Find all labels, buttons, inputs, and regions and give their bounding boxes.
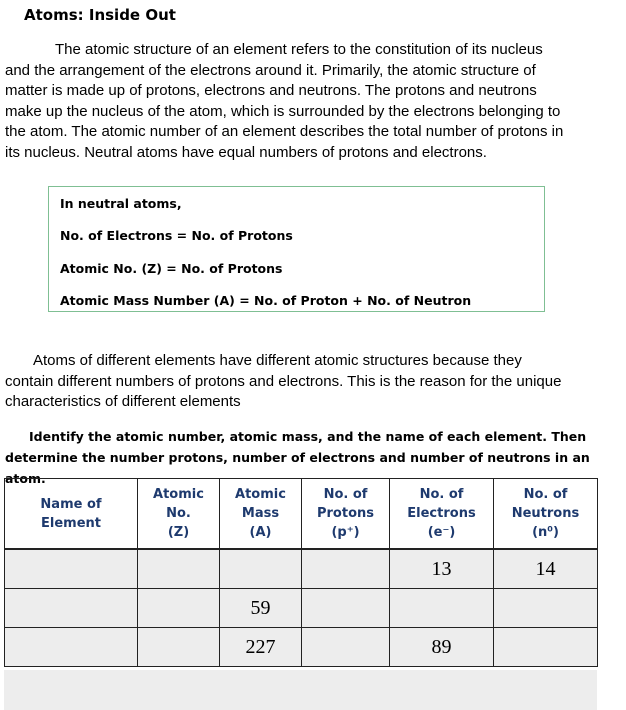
cell-atomic-number[interactable] — [138, 549, 220, 589]
intro-line: matter is made up of protons, electrons and neutrons. The protons and neutrons — [5, 82, 537, 99]
rule-electrons: No. of Electrons = No. of Protons — [60, 228, 293, 243]
neutral-atoms-rules-box — [48, 186, 545, 312]
intro-line: make up the nucleus of the atom, which is surrounded by the electrons belonging to — [5, 102, 561, 120]
rule-atomic-number: Atomic No. (Z) = No. of Protons — [60, 261, 283, 276]
rules-heading: In neutral atoms, — [60, 196, 182, 211]
instruction-line: determine the number protons, number of electrons and number of neutrons in an atom. — [5, 450, 590, 486]
cut-off-row-background — [4, 670, 597, 710]
cell-neutrons[interactable]: 14 — [494, 549, 598, 589]
second-line: characteristics of different elements — [5, 393, 241, 410]
table-row — [5, 589, 598, 628]
header-electrons: No. of Electrons (e⁻) — [390, 479, 494, 550]
rule-mass-number: Atomic Mass Number (A) = No. of Proton + No. of Neutron — [60, 293, 472, 308]
cell-name[interactable] — [5, 628, 138, 667]
cell-protons[interactable] — [302, 589, 390, 628]
header-atomic-mass: Atomic Mass (A) — [220, 479, 302, 550]
cell-name[interactable] — [5, 589, 138, 628]
intro-line: the atom. The atomic number of an element describes the total number of protons in — [5, 123, 564, 140]
cell-atomic-number[interactable] — [138, 628, 220, 667]
cell-protons[interactable] — [302, 549, 390, 589]
header-protons: No. of Protons (p⁺) — [302, 479, 390, 550]
page-title: Atoms: Inside Out — [24, 6, 176, 24]
cell-neutrons[interactable] — [494, 628, 598, 667]
cell-atomic-mass[interactable] — [220, 549, 302, 589]
intro-line: The atomic structure of an element refers to the constitution of its nucleus — [55, 41, 543, 58]
intro-line: and the arrangement of the electrons around it. Primarily, the atomic structure of — [5, 61, 536, 79]
header-name-of-element: Name of Element — [5, 479, 138, 550]
cell-atomic-mass[interactable]: 59 — [220, 589, 302, 628]
cell-name[interactable] — [5, 549, 138, 589]
second-line: contain different numbers of protons and electrons. This is the reason for the unique — [5, 372, 562, 390]
second-paragraph — [5, 351, 623, 413]
table-header-row — [5, 479, 598, 550]
cell-neutrons[interactable] — [494, 589, 598, 628]
second-line: Atoms of different elements have different atomic structures because they — [33, 352, 522, 369]
instruction-line: Identify the atomic number, atomic mass, and the name of each element. Then — [29, 429, 587, 444]
header-neutrons: No. of Neutrons (n⁰) — [494, 479, 598, 550]
cell-electrons[interactable]: 13 — [390, 549, 494, 589]
table-row — [5, 628, 598, 667]
cell-electrons[interactable]: 89 — [390, 628, 494, 667]
intro-line: its nucleus. Neutral atoms have equal numbers of protons and electrons. — [5, 143, 487, 161]
header-atomic-number: Atomic No. (Z) — [138, 479, 220, 550]
intro-paragraph — [5, 40, 623, 163]
cell-electrons[interactable] — [390, 589, 494, 628]
table-row — [5, 549, 598, 589]
element-table — [4, 478, 598, 667]
cell-protons[interactable] — [302, 628, 390, 667]
cell-atomic-mass[interactable]: 227 — [220, 628, 302, 667]
cell-atomic-number[interactable] — [138, 589, 220, 628]
